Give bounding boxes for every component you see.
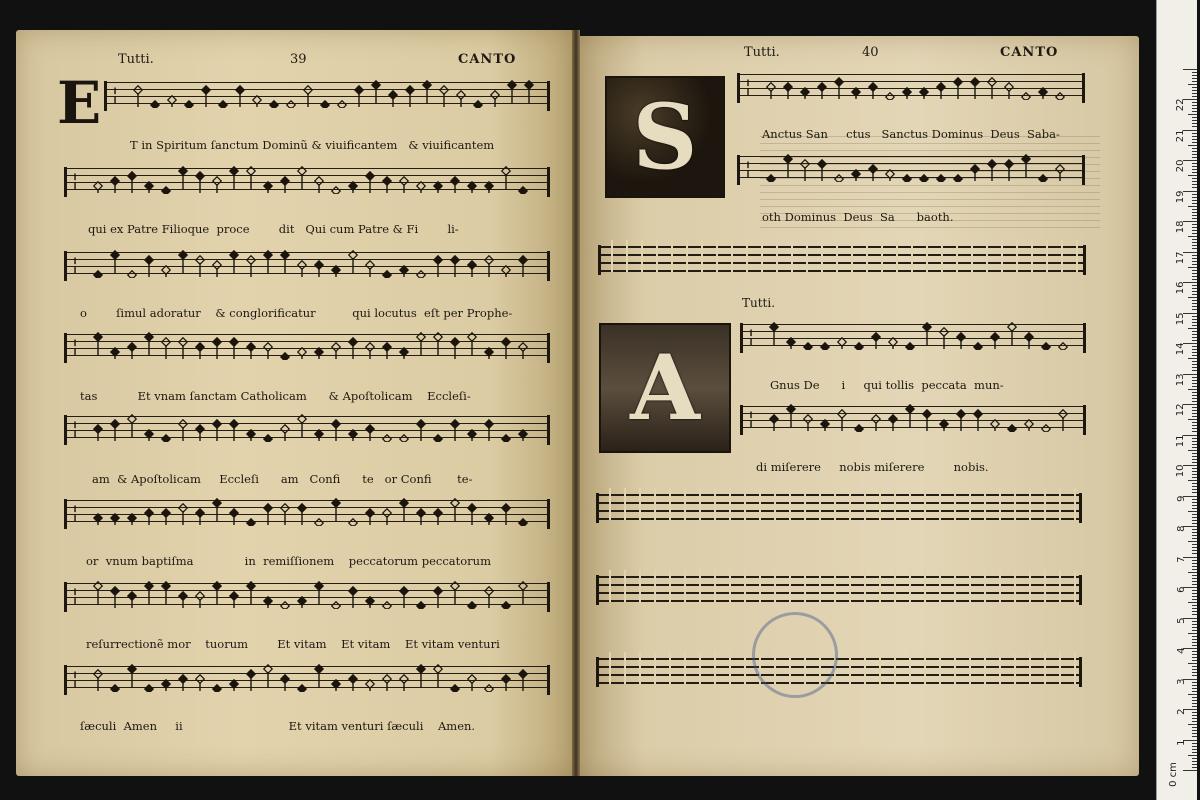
music-staff-left-1	[104, 76, 550, 108]
ruler-tick	[1192, 276, 1197, 277]
ruler-tick	[1192, 590, 1197, 591]
ruler-number: 16	[1175, 281, 1187, 295]
ruler-tick	[1192, 306, 1197, 307]
ruler-tick	[1188, 602, 1197, 603]
ruler-tick	[1192, 697, 1197, 698]
ruler-tick	[1192, 279, 1197, 280]
ruler-tick	[1192, 492, 1197, 493]
woodcut-initial-a	[599, 323, 731, 453]
ruler-tick	[1188, 175, 1197, 176]
ruler-tick	[1192, 514, 1197, 515]
ruler-tick	[1192, 502, 1197, 503]
ruler-tick	[1192, 349, 1197, 350]
ruler-tick	[1192, 560, 1197, 561]
lyric-line: Anctus San ctus Sanctus Dominus Deus Saba-	[762, 127, 1060, 141]
ruler-tick	[1192, 395, 1197, 396]
ruler-tick	[1192, 401, 1197, 402]
ruler-tick	[1188, 724, 1197, 725]
ruler-number: 2	[1175, 708, 1187, 715]
ruler-tick	[1192, 230, 1197, 231]
ruler-tick	[1192, 380, 1197, 381]
ruler-tick	[1192, 258, 1197, 259]
notes-glyphs	[64, 328, 550, 360]
music-staff-left-6	[64, 494, 550, 526]
ruler-number: 15	[1175, 312, 1187, 325]
ruler-tick	[1192, 593, 1197, 594]
ruler-tick	[1192, 431, 1197, 432]
empty-staff	[596, 652, 1082, 684]
ruler-number: 3	[1175, 678, 1187, 685]
svg-text:¦: ¦	[745, 158, 752, 179]
ruler-tick	[1188, 419, 1197, 420]
ruler-tick	[1192, 752, 1197, 753]
notes-glyphs	[64, 577, 550, 609]
ruler-tick	[1192, 746, 1197, 747]
ruler-tick	[1192, 361, 1197, 362]
ruler-tick	[1188, 572, 1197, 573]
notes-glyphs	[737, 150, 1085, 182]
ruler-number: 8	[1175, 525, 1187, 532]
woodcut-initial-s	[605, 76, 725, 198]
ruler-tick	[1192, 87, 1197, 88]
ruler-tick	[1192, 126, 1197, 127]
svg-text:¦: ¦	[748, 326, 755, 347]
ruler-tick	[1192, 163, 1197, 164]
ruler-tick	[1188, 389, 1197, 390]
ruler-tick	[1192, 325, 1197, 326]
ruler-tick	[1192, 474, 1197, 475]
notes-glyphs	[740, 318, 1086, 350]
svg-text:¦: ¦	[72, 668, 79, 689]
ruler-tick	[1192, 666, 1197, 667]
ruler-tick	[1192, 105, 1197, 106]
ruler-number: 13	[1175, 373, 1187, 386]
music-staff-left-3	[64, 246, 550, 278]
ruler-tick	[1192, 758, 1197, 759]
ruler-number: 12	[1175, 403, 1187, 417]
ruler-tick	[1192, 642, 1197, 643]
ruler-tick	[1192, 553, 1197, 554]
ruler-tick	[1192, 248, 1197, 249]
ruler-tick	[1192, 608, 1197, 609]
ruler-tick	[1192, 319, 1197, 320]
ruler-tick	[1192, 209, 1197, 210]
ruler-tick	[1192, 444, 1197, 445]
ruler-tick	[1192, 700, 1197, 701]
lyric-line: di miſerere nobis miſerere nobis.	[756, 460, 989, 474]
ruler-tick	[1192, 529, 1197, 530]
ruler-tick	[1192, 733, 1197, 734]
ruler-tick	[1192, 651, 1197, 652]
ruler-tick	[1192, 535, 1197, 536]
svg-text:¦: ¦	[72, 254, 79, 275]
ruler-tick	[1192, 499, 1197, 500]
ruler-tick	[1192, 123, 1197, 124]
ruler-number: 5	[1175, 617, 1187, 624]
ruler-tick	[1192, 621, 1197, 622]
svg-text:¦: ¦	[748, 408, 755, 429]
ruler-tick	[1192, 761, 1197, 762]
ruler-tick	[1192, 300, 1197, 301]
ruler-tick	[1192, 96, 1197, 97]
ruler-tick	[1192, 550, 1197, 551]
ruler-tick	[1188, 663, 1197, 664]
ruler-tick	[1192, 563, 1197, 564]
ruler-tick	[1192, 407, 1197, 408]
ruler-tick	[1192, 151, 1197, 152]
ruler-number: 14	[1175, 342, 1187, 356]
svg-text:¦: ¦	[72, 170, 79, 191]
ruler-tick	[1188, 633, 1197, 634]
ruler-tick	[1192, 255, 1197, 256]
ruler-tick	[1192, 639, 1197, 640]
ruler-tick	[1192, 309, 1197, 310]
ruler-tick	[1192, 483, 1197, 484]
ruler-tick	[1192, 544, 1197, 545]
ruler-tick	[1188, 541, 1197, 542]
ruler-tick	[1192, 462, 1197, 463]
right-section-label: Tutti.	[744, 45, 780, 60]
svg-text:¦: ¦	[72, 336, 79, 357]
measurement-ruler	[1156, 0, 1197, 800]
ruler-tick	[1192, 422, 1197, 423]
ruler-tick	[1192, 672, 1197, 673]
lyric-line: o ſimul adoratur & conglorificatur qui locutus eſt per Prophe-	[80, 306, 513, 320]
notes-glyphs	[104, 76, 550, 108]
ruler-tick	[1192, 172, 1197, 173]
ruler-tick	[1192, 691, 1197, 692]
ruler-tick	[1192, 566, 1197, 567]
ruler-tick	[1192, 184, 1197, 185]
ruler-tick	[1192, 575, 1197, 576]
ruler-tick	[1192, 721, 1197, 722]
ruler-number: 17	[1175, 251, 1187, 264]
ruler-tick	[1192, 688, 1197, 689]
initial-capital-e: E	[57, 69, 102, 137]
ruler-tick	[1192, 520, 1197, 521]
empty-staff	[598, 240, 1086, 272]
ruler-number: 18	[1175, 220, 1187, 234]
empty-staff	[596, 570, 1082, 602]
ruler-tick	[1192, 367, 1197, 368]
svg-text:¦: ¦	[72, 585, 79, 606]
ruler-tick	[1192, 364, 1197, 365]
ruler-tick	[1192, 194, 1197, 195]
ruler-tick	[1192, 569, 1197, 570]
right-page-number: 40	[862, 45, 879, 60]
ruler-tick	[1192, 270, 1197, 271]
ruler-tick	[1188, 511, 1197, 512]
ruler-tick	[1188, 206, 1197, 207]
ruler-tick	[1192, 645, 1197, 646]
ruler-tick	[1192, 611, 1197, 612]
svg-text:¦: ¦	[72, 502, 79, 523]
ruler-tick	[1192, 120, 1197, 121]
ruler-tick	[1192, 148, 1197, 149]
ruler-tick	[1192, 233, 1197, 234]
ruler-tick	[1192, 133, 1197, 134]
ruler-number: 19	[1175, 190, 1187, 203]
ruler-tick	[1188, 694, 1197, 695]
ruler-tick	[1192, 682, 1197, 683]
ruler-tick	[1192, 538, 1197, 539]
notes-glyphs	[64, 410, 550, 442]
ruler-tick	[1192, 334, 1197, 335]
ruler-tick	[1192, 486, 1197, 487]
ruler-tick	[1192, 425, 1197, 426]
ruler-tick	[1192, 584, 1197, 585]
ruler-tick	[1192, 743, 1197, 744]
ruler-tick	[1192, 102, 1197, 103]
notes-glyphs	[737, 68, 1085, 100]
ruler-tick	[1192, 331, 1197, 332]
lyric-line: reſurrectionẽ mor tuorum Et vitam Et vitam Et vitam venturi	[86, 637, 500, 651]
ruler-tick	[1192, 288, 1197, 289]
ruler-tick	[1192, 730, 1197, 731]
ruler-tick	[1192, 767, 1197, 768]
ruler-tick	[1192, 264, 1197, 265]
ruler-tick	[1192, 78, 1197, 79]
ruler-tick	[1192, 178, 1197, 179]
ruler-tick	[1192, 181, 1197, 182]
ruler-tick	[1192, 624, 1197, 625]
initial-a-letter: A	[630, 335, 700, 441]
ruler-tick	[1192, 547, 1197, 548]
ruler-tick	[1192, 718, 1197, 719]
notes-glyphs	[740, 400, 1086, 432]
ruler-tick	[1192, 627, 1197, 628]
lyric-line: oth Dominus Deus Sa baoth.	[762, 210, 954, 224]
ruler-tick	[1192, 273, 1197, 274]
ruler-tick	[1192, 285, 1197, 286]
ruler-tick	[1192, 346, 1197, 347]
svg-text:¦: ¦	[745, 76, 752, 97]
lyric-line: qui ex Patre Filioque proce dit Qui cum Patre & Fi li-	[88, 222, 459, 236]
ruler-tick	[1192, 291, 1197, 292]
ruler-tick	[1192, 441, 1197, 442]
notes-glyphs	[64, 494, 550, 526]
ruler-number: 21	[1175, 129, 1187, 142]
ruler-tick	[1192, 523, 1197, 524]
ruler-tick	[1192, 456, 1197, 457]
ruler-tick	[1192, 139, 1197, 140]
ruler-tick	[1192, 261, 1197, 262]
section-two-label: Tutti.	[742, 296, 776, 310]
lyric-line: ſæculi Amen ii Et vitam venturi ſæculi Amen.	[80, 719, 476, 733]
ruler-tick	[1192, 157, 1197, 158]
music-staff-left-4	[64, 328, 550, 360]
empty-staff	[596, 488, 1082, 520]
left-voice-label: CANTO	[458, 52, 517, 67]
ruler-tick	[1192, 340, 1197, 341]
lyric-line: or vnum baptiſma in remiſſionem peccatorum peccatorum	[86, 554, 491, 568]
ruler-tick	[1192, 187, 1197, 188]
ruler-tick	[1192, 416, 1197, 417]
ruler-tick	[1188, 114, 1197, 115]
ruler-number: 6	[1175, 586, 1187, 593]
ruler-tick	[1192, 596, 1197, 597]
ruler-tick	[1192, 392, 1197, 393]
ruler-tick	[1188, 84, 1197, 85]
ruler-unit: 0 cm	[1167, 762, 1179, 787]
ruler-number: 1	[1175, 739, 1187, 746]
ruler-tick	[1192, 410, 1197, 411]
ruler-tick	[1192, 581, 1197, 582]
ruler-number: 7	[1175, 556, 1187, 563]
ruler-tick	[1192, 477, 1197, 478]
ruler-tick	[1192, 703, 1197, 704]
ruler-tick	[1188, 297, 1197, 298]
left-section-label: Tutti.	[118, 52, 154, 67]
ruler-tick	[1188, 328, 1197, 329]
music-staff-right-3	[740, 318, 1086, 350]
ruler-tick	[1183, 69, 1197, 70]
ruler-tick	[1192, 736, 1197, 737]
ruler-tick	[1192, 337, 1197, 338]
ruler-tick	[1192, 169, 1197, 170]
library-stamp	[752, 612, 838, 698]
ruler-tick	[1192, 578, 1197, 579]
notes-glyphs	[64, 660, 550, 692]
ruler-tick	[1192, 242, 1197, 243]
ruler-tick	[1192, 245, 1197, 246]
ruler-tick	[1192, 669, 1197, 670]
ruler-tick	[1192, 471, 1197, 472]
ruler-tick	[1192, 227, 1197, 228]
ruler-tick	[1183, 770, 1197, 771]
ruler-tick	[1192, 352, 1197, 353]
ruler-tick	[1192, 715, 1197, 716]
ruler-tick	[1192, 685, 1197, 686]
ruler-tick	[1192, 294, 1197, 295]
svg-text:¦: ¦	[72, 418, 79, 439]
ruler-number: 11	[1175, 434, 1187, 447]
ruler-tick	[1192, 72, 1197, 73]
ruler-tick	[1192, 675, 1197, 676]
ruler-tick	[1192, 505, 1197, 506]
ruler-tick	[1192, 93, 1197, 94]
ruler-tick	[1192, 355, 1197, 356]
ruler-tick	[1188, 480, 1197, 481]
ruler-tick	[1192, 706, 1197, 707]
ruler-number: 4	[1175, 647, 1187, 654]
music-staff-right-1	[737, 68, 1085, 100]
ruler-tick	[1192, 599, 1197, 600]
ruler-tick	[1192, 117, 1197, 118]
ruler-tick	[1192, 398, 1197, 399]
left-page-number: 39	[290, 52, 307, 67]
ruler-tick	[1192, 413, 1197, 414]
ruler-tick	[1192, 605, 1197, 606]
ruler-tick	[1188, 755, 1197, 756]
music-staff-left-8	[64, 660, 550, 692]
ruler-tick	[1192, 81, 1197, 82]
ruler-tick	[1192, 468, 1197, 469]
ruler-tick	[1188, 145, 1197, 146]
ruler-tick	[1192, 727, 1197, 728]
ruler-tick	[1192, 218, 1197, 219]
ruler-number: 20	[1175, 159, 1187, 173]
ruler-tick	[1192, 370, 1197, 371]
ruler-tick	[1192, 438, 1197, 439]
notes-glyphs	[64, 246, 550, 278]
ruler-tick	[1188, 358, 1197, 359]
music-staff-left-2	[64, 162, 550, 194]
ruler-tick	[1192, 212, 1197, 213]
ruler-tick	[1192, 386, 1197, 387]
ruler-tick	[1192, 508, 1197, 509]
lyric-line: Gnus De i qui tollis peccata mun-	[770, 378, 1004, 392]
ruler-tick	[1192, 657, 1197, 658]
ruler-tick	[1192, 614, 1197, 615]
ruler-tick	[1192, 660, 1197, 661]
ruler-tick	[1192, 90, 1197, 91]
book-gutter	[572, 30, 580, 776]
ruler-tick	[1192, 203, 1197, 204]
music-staff-left-5	[64, 410, 550, 442]
ruler-tick	[1192, 142, 1197, 143]
notes-glyphs	[64, 162, 550, 194]
ruler-tick	[1192, 136, 1197, 137]
initial-s-letter: S	[632, 84, 698, 190]
ruler-tick	[1192, 447, 1197, 448]
ruler-tick	[1192, 303, 1197, 304]
ruler-tick	[1192, 239, 1197, 240]
ruler-tick	[1192, 111, 1197, 112]
music-staff-left-7	[64, 577, 550, 609]
svg-text:¦: ¦	[112, 84, 119, 105]
ruler-tick	[1192, 383, 1197, 384]
lyric-line: T in Spiritum ſanctum Dominũ & viuificantem & viuificantem	[130, 138, 495, 152]
ruler-tick	[1188, 236, 1197, 237]
ruler-tick	[1192, 75, 1197, 76]
ruler-tick	[1192, 215, 1197, 216]
lyric-line: tas Et vnam ſanctam Catholicam & Apoſtolicam Eccleſi-	[80, 389, 471, 403]
ruler-tick	[1192, 108, 1197, 109]
ruler-tick	[1192, 654, 1197, 655]
ruler-tick	[1192, 764, 1197, 765]
ruler-number: 22	[1175, 98, 1187, 112]
ruler-number: 10	[1175, 464, 1187, 478]
ruler-tick	[1192, 428, 1197, 429]
ruler-tick	[1192, 453, 1197, 454]
ruler-tick	[1188, 450, 1197, 451]
ruler-tick	[1192, 749, 1197, 750]
ruler-tick	[1192, 532, 1197, 533]
ruler-number: 9	[1175, 495, 1187, 502]
ruler-tick	[1192, 197, 1197, 198]
right-voice-label: CANTO	[1000, 45, 1059, 60]
ruler-tick	[1192, 459, 1197, 460]
ruler-tick	[1192, 200, 1197, 201]
ruler-tick	[1188, 267, 1197, 268]
ruler-tick	[1192, 636, 1197, 637]
ruler-tick	[1192, 154, 1197, 155]
ruler-tick	[1192, 224, 1197, 225]
ruler-tick	[1192, 166, 1197, 167]
ruler-tick	[1192, 316, 1197, 317]
ruler-tick	[1192, 630, 1197, 631]
ruler-tick	[1192, 377, 1197, 378]
music-staff-right-2	[737, 150, 1085, 182]
ruler-tick	[1192, 712, 1197, 713]
music-staff-right-4	[740, 400, 1086, 432]
ruler-tick	[1192, 517, 1197, 518]
ruler-tick	[1192, 489, 1197, 490]
lyric-line: am & Apoſtolicam Eccleſi am Confi te or Confi te-	[92, 472, 473, 486]
ruler-tick	[1192, 322, 1197, 323]
